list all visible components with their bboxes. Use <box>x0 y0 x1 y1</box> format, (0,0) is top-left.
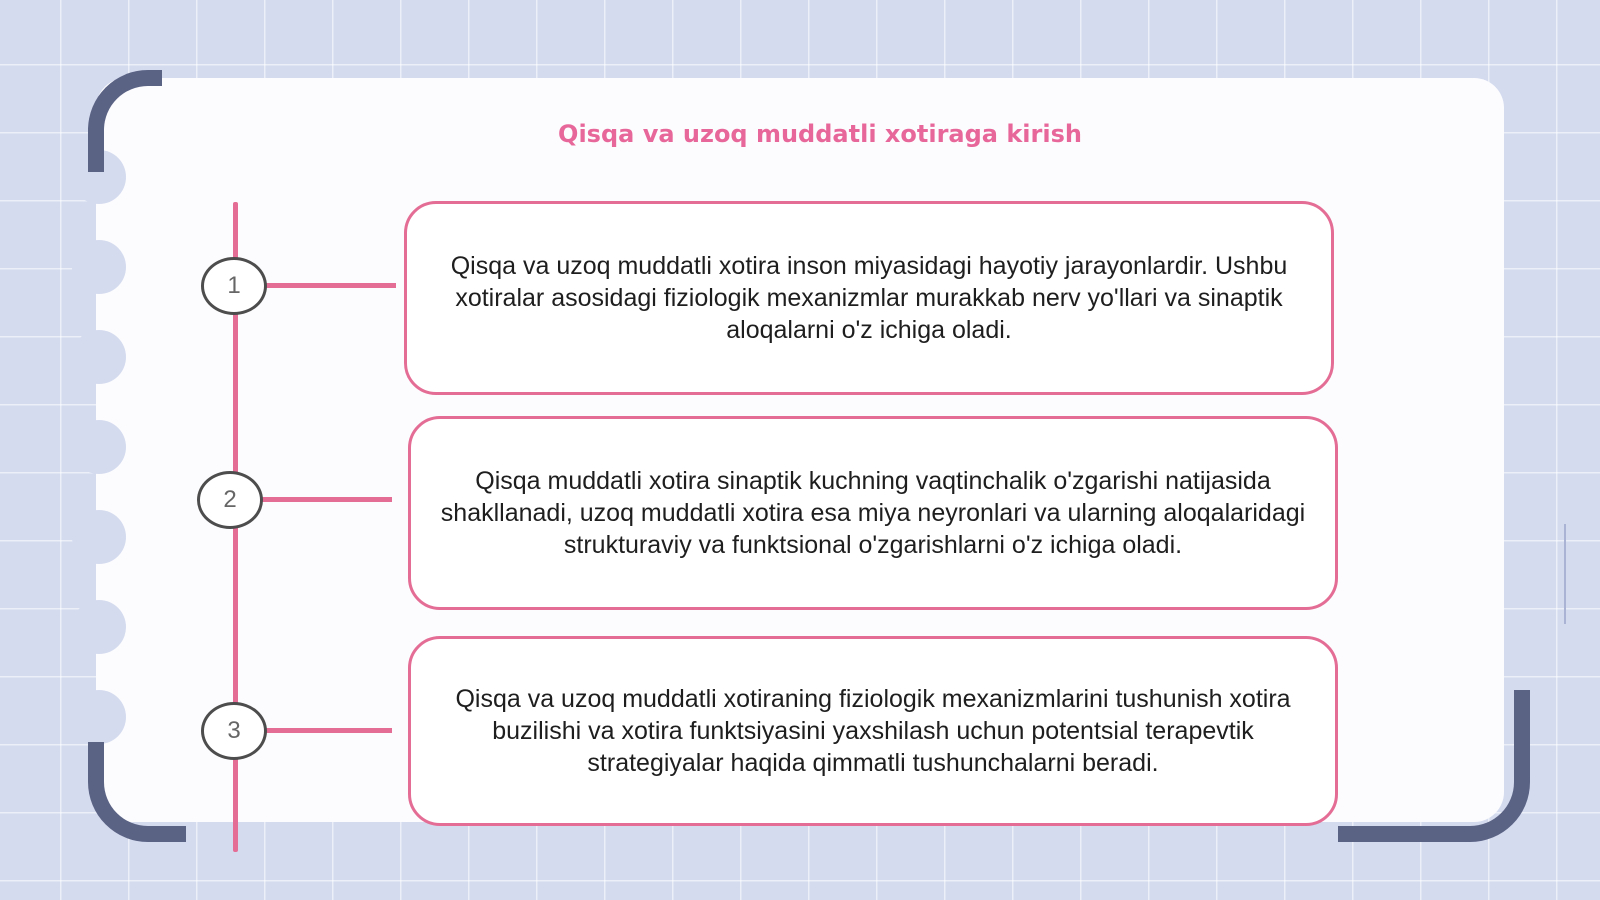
notebook-scallop <box>72 510 126 564</box>
step-text-3: Qisqa va uzoq muddatli xotiraning fiziologik mexanizmlarini tushunish xotira buzilishi va xotira funktsiyasini yaxshilash uchun potentsial terapevtik strategiyalar haqida qimmatli tushunchalarni beradi. <box>455 685 1291 777</box>
timeline-connector-1 <box>266 283 396 288</box>
frame-corner-bottom-right <box>1338 690 1530 842</box>
frame-corner-bottom-left <box>88 742 186 842</box>
step-marker-3: 3 <box>201 702 267 760</box>
step-marker-2: 2 <box>197 471 263 529</box>
notebook-scallop <box>72 240 126 294</box>
decorative-line <box>1564 524 1566 624</box>
step-box-3 <box>408 636 1338 826</box>
notebook-scallop <box>72 600 126 654</box>
notebook-scallop <box>72 330 126 384</box>
step-box-2 <box>408 416 1338 610</box>
step-marker-1: 1 <box>201 257 267 315</box>
timeline-connector-2 <box>262 497 392 502</box>
step-text-1: Qisqa va uzoq muddatli xotira inson miyasidagi hayotiy jarayonlardir. Ushbu xotiralar asosidagi fiziologik mexanizmlar murakkab nerv yo'llari va sinaptik aloqalarni o'z ichiga oladi. <box>450 252 1288 344</box>
timeline-connector-3 <box>266 728 392 733</box>
notebook-scallop <box>72 420 126 474</box>
slide-title: Qisqa va uzoq muddatli xotiraga kirish <box>558 120 1082 148</box>
step-text-2: Qisqa muddatli xotira sinaptik kuchning vaqtinchalik o'zgarishi natijasida shakllanadi, uzoq muddatli xotira esa miya neyronlari va ularning aloqalaridagi strukturaviy va funktsional o'zgarishlarni o'z ichiga oladi. <box>440 467 1306 559</box>
step-box-1 <box>404 201 1334 395</box>
notebook-scallop <box>72 690 126 744</box>
frame-corner-top-left <box>88 70 162 172</box>
